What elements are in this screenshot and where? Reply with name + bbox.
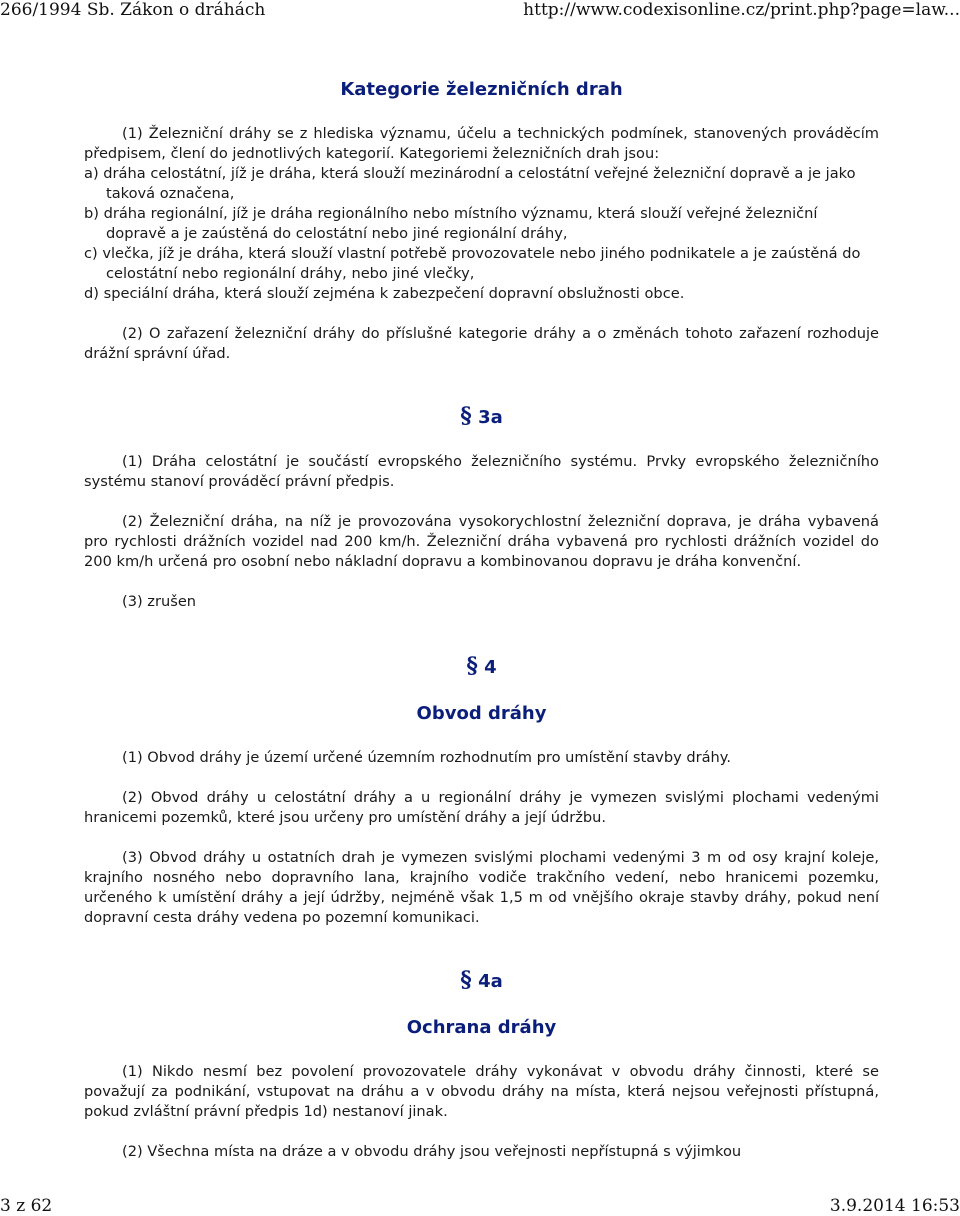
s3a-paragraph-3: (3) zrušen (122, 593, 197, 610)
section-4a-heading (84, 968, 879, 994)
s4-paragraph-1: (1) Obvod dráhy je území určené územním rozhodnutím pro umístění stavby dráhy. (122, 749, 732, 766)
s4-paragraph-2: (2) Obvod dráhy u celostátní dráhy a u regionální dráhy je vymezen svislými plochami vedenými hranicemi pozemků, které jsou určeny pro umístění dráhy a její údržbu. (84, 789, 879, 826)
section-number: 4a (478, 971, 503, 992)
s3a-paragraph-1: (1) Dráha celostátní je součástí evropského železničního systému. Prvky evropského železničního systému stanoví prováděcí právní předpis. (84, 453, 879, 490)
paragraph-1: (1) Železniční dráhy se z hlediska významu, účelu a technických podmínek, stanovených prováděcím předpisem, člení do jednotlivých kategorií. Kategoriemi železničních drah jsou: (84, 125, 879, 162)
paragraph-2: (2) O zařazení železniční dráhy do příslušné kategorie dráhy a o změnách tohoto zařazení rozhoduje drážní správní úřad. (84, 325, 879, 362)
section-mark: § (460, 403, 472, 429)
list-item: c) vlečka, jíž je dráha, která slouží vlastní potřebě provozovatele nebo jiného podnikatele a je zaústěná do celostátní nebo regionální dráhy, nebo jiné vlečky, (84, 245, 861, 282)
s4a-paragraph-2: (2) Všechna místa na dráze a v obvodu dráhy jsou veřejnosti nepřístupná s výjimkou (122, 1143, 742, 1160)
list-item: a) dráha celostátní, jíž je dráha, která slouží mezinárodní a celostátní veřejné železniční dopravě a je jako taková označena, (84, 165, 856, 202)
heading-kategorie: Kategorie železničních drah (340, 79, 623, 100)
section-3a-heading (84, 404, 879, 430)
section-mark: § (460, 967, 472, 993)
page-header-title: 266/1994 Sb. Zákon o dráhách (0, 0, 266, 20)
law-text (84, 78, 879, 1162)
heading-ochrana-drahy: Ochrana dráhy (406, 1017, 557, 1038)
s4a-paragraph-1: (1) Nikdo nesmí bez povolení provozovatele dráhy vykonávat v obvodu dráhy činnosti, které se považují za podnikání, vstupovat na dráhu a v obvodu dráhy na místa, která nejsou veřejnosti přístupná, pokud zvláštní právní předpis 1d) nestanoví jinak. (84, 1063, 879, 1120)
s3a-paragraph-2: (2) Železniční dráha, na níž je provozována vysokorychlostní železniční doprava, je dráha vybavená pro rychlosti drážních vozidel nad 200 km/h. Železniční dráha vybavená pro rychlosti drážních vozidel do 200 km/h určená pro osobní nebo nákladní dopravu a kombinovanou dopravu je dráha konvenční. (84, 513, 879, 570)
section-number: 3a (478, 407, 503, 428)
section-4-heading (84, 654, 879, 680)
section-mark: § (466, 653, 478, 679)
page-header-url[interactable]: http://www.codexisonline.cz/print.php?page=law... (523, 0, 960, 20)
list-item: b) dráha regionální, jíž je dráha regionálního nebo místního významu, která slouží veřejné železniční dopravě a je zaústěná do celostátní nebo jiné regionální dráhy, (84, 205, 818, 242)
list-item: d) speciální dráha, která slouží zejména k zabezpečení dopravní obslužnosti obce. (84, 285, 685, 302)
print-timestamp: 3.9.2014 16:53 (829, 1196, 960, 1216)
section-number: 4 (484, 657, 497, 678)
heading-obvod-drahy: Obvod dráhy (416, 703, 547, 724)
page-counter: 3 z 62 (0, 1196, 53, 1216)
s4-paragraph-3: (3) Obvod dráhy u ostatních drah je vymezen svislými plochami vedenými 3 m od osy krajní koleje, krajního nosného nebo dopravního lana, krajního vodiče trakčního vedení, nebo hranicemi pozemku, určeného k umístění dráhy a její údržby, nejméně však 1,5 m od vnějšího okraje stavby dráhy, pokud není dopravní cesta dráhy vedena po pozemní komunikaci. (84, 849, 879, 926)
